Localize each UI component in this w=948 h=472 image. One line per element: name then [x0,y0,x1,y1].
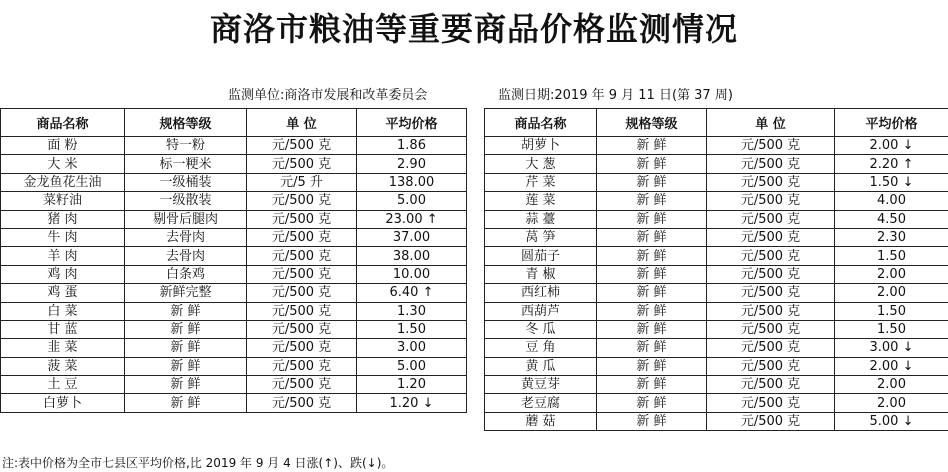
spec-grade-cell: 新 鲜 [597,228,707,246]
commodity-name-cell: 莲 菜 [485,192,597,210]
table-row [485,394,948,412]
unit-cell: 元/500 克 [707,412,835,430]
avg-price-cell: 1.50 [357,320,467,338]
table-row [1,155,467,173]
table-row [485,376,948,394]
avg-price-cell: 23.00 ↑ [357,210,467,228]
table-row [485,247,948,265]
spec-grade-cell: 一级桶装 [125,173,247,191]
table-row [1,210,467,228]
unit-cell: 元/500 克 [247,228,357,246]
commodity-name-cell: 鸡 蛋 [1,284,125,302]
commodity-name-cell: 西红柿 [485,284,597,302]
unit-cell: 元/500 克 [247,137,357,155]
spec-grade-cell: 新 鲜 [597,173,707,191]
spec-grade-cell: 新 鲜 [125,339,247,357]
price-table-right [484,108,948,431]
avg-price-cell: 4.50 [835,210,948,228]
spec-grade-cell: 新鲜完整 [125,284,247,302]
avg-price-cell: 5.00 [357,357,467,375]
spec-grade-cell: 新 鲜 [597,357,707,375]
table-header-row [485,109,948,137]
unit-cell: 元/500 克 [707,284,835,302]
avg-price-cell: 1.50 [835,320,948,338]
avg-price-cell: 1.20 ↓ [357,394,467,412]
table-row [485,357,948,375]
table-row [1,192,467,210]
avg-price-cell: 10.00 [357,265,467,283]
commodity-name-cell: 蒜 薹 [485,210,597,228]
avg-price-cell: 4.00 [835,192,948,210]
table-row [1,357,467,375]
unit-cell: 元/500 克 [707,320,835,338]
commodity-name-cell: 老豆腐 [485,394,597,412]
unit-cell: 元/500 克 [707,173,835,191]
avg-price-cell: 1.20 [357,376,467,394]
commodity-name-cell: 冬 瓜 [485,320,597,338]
unit-cell: 元/500 克 [247,302,357,320]
spec-grade-cell: 剔骨后腿肉 [125,210,247,228]
spec-grade-cell: 特一粉 [125,137,247,155]
unit-cell: 元/500 克 [707,394,835,412]
table-row [485,302,948,320]
table-row [1,376,467,394]
commodity-name-cell: 猪 肉 [1,210,125,228]
table-row [1,265,467,283]
table-row [1,173,467,191]
unit-cell: 元/500 克 [247,192,357,210]
commodity-name-cell: 土 豆 [1,376,125,394]
spec-grade-cell: 新 鲜 [125,394,247,412]
header-name: 商品名称 [1,109,125,137]
commodity-name-cell: 白 菜 [1,302,125,320]
commodity-name-cell: 韭 菜 [1,339,125,357]
commodity-name-cell: 甘 蓝 [1,320,125,338]
avg-price-cell: 2.00 [835,265,948,283]
unit-cell: 元/500 克 [707,247,835,265]
unit-cell: 元/500 克 [707,210,835,228]
commodity-name-cell: 羊 肉 [1,247,125,265]
spec-grade-cell: 新 鲜 [597,137,707,155]
header-price: 平均价格 [357,109,467,137]
commodity-name-cell: 青 椒 [485,265,597,283]
table-row [485,228,948,246]
commodity-name-cell: 豆 角 [485,339,597,357]
unit-cell: 元/500 克 [707,155,835,173]
unit-cell: 元/500 克 [247,210,357,228]
commodity-name-cell: 牛 肉 [1,228,125,246]
unit-cell: 元/500 克 [247,265,357,283]
spec-grade-cell: 新 鲜 [597,302,707,320]
spec-grade-cell: 新 鲜 [597,247,707,265]
avg-price-cell: 2.20 ↑ [835,155,948,173]
table-row [485,137,948,155]
avg-price-cell: 2.00 [835,376,948,394]
table-row [1,228,467,246]
spec-grade-cell: 新 鲜 [597,376,707,394]
table-row [485,284,948,302]
unit-cell: 元/500 克 [247,394,357,412]
table-row [485,173,948,191]
commodity-name-cell: 面 粉 [1,137,125,155]
monitor-unit: 监测单位:商洛市发展和改革委员会 [228,88,428,103]
table-row [485,320,948,338]
spec-grade-cell: 新 鲜 [597,155,707,173]
header-name: 商品名称 [485,109,597,137]
header-spec: 规格等级 [597,109,707,137]
spec-grade-cell: 新 鲜 [597,394,707,412]
unit-cell: 元/500 克 [707,192,835,210]
table-row [485,155,948,173]
avg-price-cell: 2.30 [835,228,948,246]
footnote: 注:表中价格为全市七县区平均价格,比 2019 年 9 月 4 日涨(↑)、跌(↓)。 [2,456,394,470]
avg-price-cell: 3.00 ↓ [835,339,948,357]
table-row [1,247,467,265]
avg-price-cell: 2.00 ↓ [835,357,948,375]
spec-grade-cell: 新 鲜 [125,320,247,338]
table-row [485,265,948,283]
table-header-row [1,109,467,137]
commodity-name-cell: 菠 菜 [1,357,125,375]
spec-grade-cell: 一级散装 [125,192,247,210]
table-row [485,339,948,357]
header-unit: 单 位 [247,109,357,137]
unit-cell: 元/500 克 [707,228,835,246]
commodity-name-cell: 圆茄子 [485,247,597,265]
avg-price-cell: 1.50 ↓ [835,173,948,191]
unit-cell: 元/500 克 [247,339,357,357]
avg-price-cell: 38.00 [357,247,467,265]
table-row [485,210,948,228]
commodity-name-cell: 黄豆芽 [485,376,597,394]
spec-grade-cell: 标一粳米 [125,155,247,173]
unit-cell: 元/500 克 [247,320,357,338]
spec-grade-cell: 去骨肉 [125,228,247,246]
spec-grade-cell: 新 鲜 [597,320,707,338]
table-row [1,137,467,155]
spec-grade-cell: 新 鲜 [597,210,707,228]
page-title: 商洛市粮油等重要商品价格监测情况 [209,10,738,48]
spec-grade-cell: 新 鲜 [597,339,707,357]
table-row [1,284,467,302]
price-table-left [0,108,467,413]
avg-price-cell: 2.90 [357,155,467,173]
commodity-name-cell: 金龙鱼花生油 [1,173,125,191]
commodity-name-cell: 鸡 肉 [1,265,125,283]
spec-grade-cell: 新 鲜 [597,192,707,210]
monitor-date: 监测日期:2019 年 9 月 11 日(第 37 周) [498,88,733,103]
table-row [1,320,467,338]
avg-price-cell: 5.00 [357,192,467,210]
avg-price-cell: 138.00 [357,173,467,191]
avg-price-cell: 2.00 [835,394,948,412]
avg-price-cell: 6.40 ↑ [357,284,467,302]
spec-grade-cell: 去骨肉 [125,247,247,265]
unit-cell: 元/500 克 [247,284,357,302]
table-row [1,302,467,320]
unit-cell: 元/500 克 [707,265,835,283]
commodity-name-cell: 西葫芦 [485,302,597,320]
commodity-name-cell: 莴 笋 [485,228,597,246]
unit-cell: 元/500 克 [707,357,835,375]
commodity-name-cell: 白萝卜 [1,394,125,412]
unit-cell: 元/500 克 [247,376,357,394]
spec-grade-cell: 新 鲜 [125,357,247,375]
avg-price-cell: 1.50 [835,302,948,320]
commodity-name-cell: 菜籽油 [1,192,125,210]
unit-cell: 元/500 克 [707,376,835,394]
avg-price-cell: 3.00 [357,339,467,357]
header-spec: 规格等级 [125,109,247,137]
avg-price-cell: 1.50 [835,247,948,265]
unit-cell: 元/5 升 [247,173,357,191]
commodity-name-cell: 黄 瓜 [485,357,597,375]
avg-price-cell: 1.86 [357,137,467,155]
commodity-name-cell: 大 米 [1,155,125,173]
unit-cell: 元/500 克 [247,247,357,265]
header-price: 平均价格 [835,109,948,137]
table-row [1,339,467,357]
header-unit: 单 位 [707,109,835,137]
avg-price-cell: 5.00 ↓ [835,412,948,430]
commodity-name-cell: 大 葱 [485,155,597,173]
unit-cell: 元/500 克 [707,339,835,357]
unit-cell: 元/500 克 [247,155,357,173]
spec-grade-cell: 新 鲜 [597,265,707,283]
unit-cell: 元/500 克 [707,137,835,155]
avg-price-cell: 37.00 [357,228,467,246]
commodity-name-cell: 蘑 菇 [485,412,597,430]
spec-grade-cell: 新 鲜 [125,376,247,394]
table-row [485,192,948,210]
commodity-name-cell: 芹 菜 [485,173,597,191]
unit-cell: 元/500 克 [247,357,357,375]
spec-grade-cell: 新 鲜 [597,284,707,302]
table-row [1,394,467,412]
table-row [485,412,948,430]
commodity-name-cell: 胡萝卜 [485,137,597,155]
avg-price-cell: 1.30 [357,302,467,320]
spec-grade-cell: 新 鲜 [597,412,707,430]
spec-grade-cell: 白条鸡 [125,265,247,283]
avg-price-cell: 2.00 ↓ [835,137,948,155]
avg-price-cell: 2.00 [835,284,948,302]
spec-grade-cell: 新 鲜 [125,302,247,320]
unit-cell: 元/500 克 [707,302,835,320]
